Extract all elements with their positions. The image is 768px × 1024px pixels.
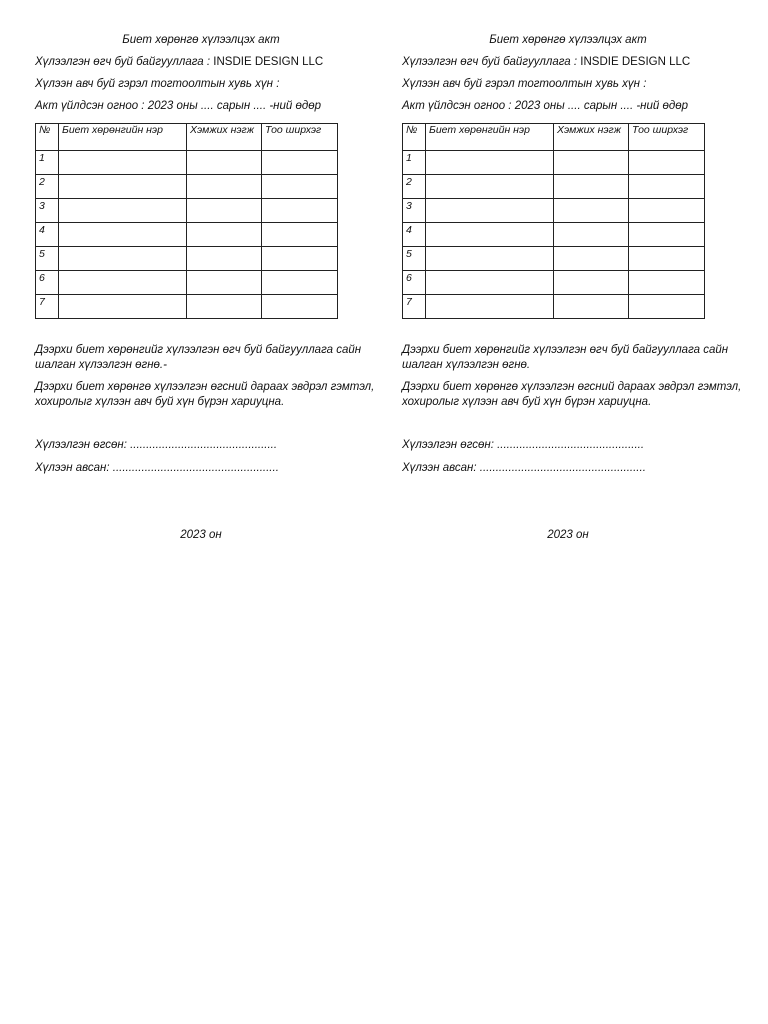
row-number: 2 bbox=[403, 175, 426, 199]
table-row bbox=[403, 295, 705, 319]
table-header-row bbox=[403, 124, 705, 151]
date-value: 2023 оны .... сарын .... -ний өдөр bbox=[514, 100, 689, 112]
form-year: 2023 он bbox=[547, 529, 589, 541]
receiver-line: Хүлээн авч буй гэрэл тогтоолтын хувь хүн : bbox=[35, 78, 280, 90]
cell-unit bbox=[554, 295, 629, 319]
cell-quantity bbox=[262, 271, 338, 295]
header-unit: Хэмжих нэгж bbox=[187, 124, 262, 151]
cell-unit bbox=[554, 247, 629, 271]
table-row bbox=[36, 295, 338, 319]
cell-asset-name bbox=[426, 295, 554, 319]
cell-unit bbox=[554, 175, 629, 199]
cell-asset-name bbox=[59, 295, 187, 319]
row-number: 5 bbox=[403, 247, 426, 271]
receiver-line: Хүлээн авч буй гэрэл тогтоолтын хувь хүн : bbox=[402, 78, 647, 90]
received-signature: Хүлээн авсан: .................................................... bbox=[35, 462, 279, 474]
cell-quantity bbox=[629, 247, 705, 271]
form-title: Биет хөрөнгө хүлээлцэх акт bbox=[489, 34, 647, 46]
row-number: 6 bbox=[36, 271, 59, 295]
table-row bbox=[403, 199, 705, 223]
table-row bbox=[36, 151, 338, 175]
date-label: Акт үйлдсэн огноо : bbox=[402, 100, 512, 112]
cell-asset-name bbox=[59, 199, 187, 223]
cell-quantity bbox=[262, 223, 338, 247]
cell-asset-name bbox=[426, 223, 554, 247]
table-row bbox=[403, 271, 705, 295]
cell-quantity bbox=[262, 175, 338, 199]
org-line bbox=[35, 56, 323, 68]
cell-asset-name bbox=[426, 151, 554, 175]
row-number: 4 bbox=[403, 223, 426, 247]
cell-asset-name bbox=[59, 151, 187, 175]
table-header-row bbox=[36, 124, 338, 151]
row-number: 3 bbox=[403, 199, 426, 223]
table-row bbox=[403, 151, 705, 175]
cell-unit bbox=[187, 199, 262, 223]
act-form-left bbox=[35, 0, 375, 560]
row-number: 7 bbox=[403, 295, 426, 319]
row-number: 1 bbox=[36, 151, 59, 175]
org-label: Хүлээлгэн өгч буй байгууллага : bbox=[402, 56, 578, 68]
cell-quantity bbox=[262, 151, 338, 175]
date-label: Акт үйлдсэн огноо : bbox=[35, 100, 145, 112]
org-name: INSDIE DESIGN LLC bbox=[580, 56, 691, 68]
cell-asset-name bbox=[426, 175, 554, 199]
cell-unit bbox=[187, 223, 262, 247]
header-quantity: Тоо ширхэг bbox=[629, 124, 705, 151]
cell-quantity bbox=[629, 151, 705, 175]
table-row bbox=[36, 199, 338, 223]
cell-quantity bbox=[629, 295, 705, 319]
cell-unit bbox=[554, 223, 629, 247]
row-number: 1 bbox=[403, 151, 426, 175]
org-label: Хүлээлгэн өгч буй байгууллага : bbox=[35, 56, 211, 68]
cell-asset-name bbox=[59, 247, 187, 271]
handed-over-signature: Хүлээлгэн өгсөн: .............................................. bbox=[35, 439, 278, 451]
asset-table bbox=[402, 123, 705, 319]
table-row bbox=[36, 247, 338, 271]
cell-unit bbox=[187, 247, 262, 271]
cell-unit bbox=[187, 295, 262, 319]
cell-asset-name bbox=[426, 271, 554, 295]
cell-quantity bbox=[262, 247, 338, 271]
date-value: 2023 оны .... сарын .... -ний өдөр bbox=[147, 100, 322, 112]
table-row bbox=[36, 175, 338, 199]
row-number: 7 bbox=[36, 295, 59, 319]
responsibility-paragraph-1: Дээрхи биет хөрөнгийг хүлээлгэн өгч буй байгууллага сайн шалган хүлээлгэн өгнө.- bbox=[35, 344, 362, 371]
org-name: INSDIE DESIGN LLC bbox=[213, 56, 324, 68]
form-year: 2023 он bbox=[180, 529, 222, 541]
cell-unit bbox=[187, 271, 262, 295]
row-number: 5 bbox=[36, 247, 59, 271]
cell-unit bbox=[187, 151, 262, 175]
cell-quantity bbox=[262, 199, 338, 223]
cell-asset-name bbox=[426, 199, 554, 223]
header-number: № bbox=[36, 124, 59, 151]
date-line bbox=[35, 100, 321, 112]
cell-unit bbox=[187, 175, 262, 199]
cell-quantity bbox=[629, 175, 705, 199]
cell-asset-name bbox=[59, 175, 187, 199]
org-line bbox=[402, 56, 690, 68]
table-row bbox=[403, 223, 705, 247]
header-quantity: Тоо ширхэг bbox=[262, 124, 338, 151]
cell-quantity bbox=[629, 199, 705, 223]
responsibility-paragraph-1: Дээрхи биет хөрөнгийг хүлээлгэн өгч буй байгууллага сайн шалган хүлээлгэн өгнө. bbox=[402, 344, 729, 371]
cell-asset-name bbox=[426, 247, 554, 271]
table-row bbox=[403, 247, 705, 271]
cell-quantity bbox=[262, 295, 338, 319]
cell-unit bbox=[554, 199, 629, 223]
cell-quantity bbox=[629, 271, 705, 295]
responsibility-paragraph-2: Дээрхи биет хөрөнгө хүлээлгэн өгсний дараах эвдрэл гэмтэл, хохиролыг хүлээн авч буй хүн бүрэн хариуцна. bbox=[35, 381, 375, 408]
header-asset-name: Биет хөрөнгийн нэр bbox=[59, 124, 187, 151]
table-row bbox=[36, 271, 338, 295]
row-number: 4 bbox=[36, 223, 59, 247]
cell-quantity bbox=[629, 223, 705, 247]
header-asset-name: Биет хөрөнгийн нэр bbox=[426, 124, 554, 151]
row-number: 2 bbox=[36, 175, 59, 199]
row-number: 3 bbox=[36, 199, 59, 223]
table-row bbox=[36, 223, 338, 247]
cell-asset-name bbox=[59, 223, 187, 247]
act-form-right bbox=[402, 0, 742, 560]
cell-asset-name bbox=[59, 271, 187, 295]
cell-unit bbox=[554, 151, 629, 175]
handed-over-signature: Хүлээлгэн өгсөн: .............................................. bbox=[402, 439, 645, 451]
date-line bbox=[402, 100, 688, 112]
header-number: № bbox=[403, 124, 426, 151]
cell-unit bbox=[554, 271, 629, 295]
responsibility-paragraph-2: Дээрхи биет хөрөнгө хүлээлгэн өгсний дараах эвдрэл гэмтэл, хохиролыг хүлээн авч буй хүн бүрэн хариуцна. bbox=[402, 381, 742, 408]
table-row bbox=[403, 175, 705, 199]
row-number: 6 bbox=[403, 271, 426, 295]
header-unit: Хэмжих нэгж bbox=[554, 124, 629, 151]
received-signature: Хүлээн авсан: .................................................... bbox=[402, 462, 646, 474]
form-title: Биет хөрөнгө хүлээлцэх акт bbox=[122, 34, 280, 46]
asset-table bbox=[35, 123, 338, 319]
